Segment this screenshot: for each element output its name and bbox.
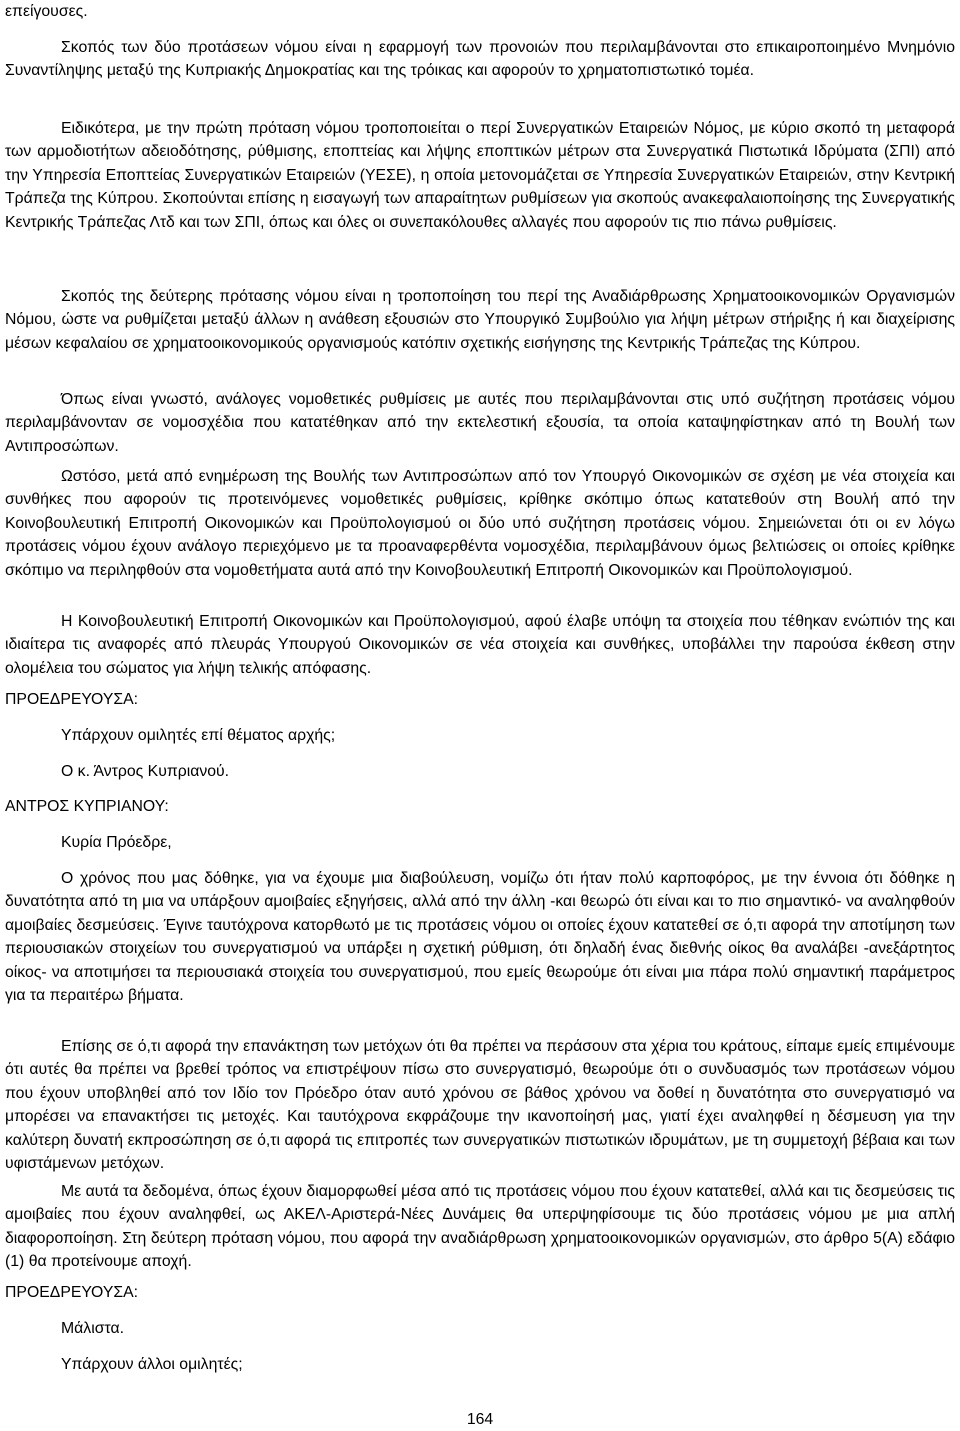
paragraph-text: Σκοπός των δύο προτάσεων νόμου είναι η εφαρμογή των προνοιών που περιλαμβάνονται στο επικαιροποιημένο Μνημόνιο Συναντίληψης μεταξύ της Κυπριακής Δημοκρατίας και της τρόικας και αφορούν το χρηματοπιστωτικό τομέα. (5, 39, 955, 80)
paragraph (5, 388, 955, 458)
paragraph (5, 36, 955, 83)
paragraph (5, 867, 955, 1007)
speech-line (5, 1353, 955, 1376)
paragraph-text: Ειδικότερα, με την πρώτη πρόταση νόμου τροποποιείται ο περί Συνεργατικών Εταιρειών Νόμος, με κύριο σκοπό τη μεταφορά των αρμοδιοτήτων αδειοδότησης, ρύθμισης, εποπτείας και λήψης εποπτικών μέτρων στα Συνεργατικά Πιστωτικά Ιδρύματα (ΣΠΙ) από την Υπηρεσία Εποπτείας Συνεργατικών Εταιρειών (ΥΕΣΕ), η οποία μετονομάζεται σε Υπηρεσία Συνεργατικών Εταιρειών, στην Κεντρική Τράπεζα της Κύπρου. Σκοπούνται επίσης η εισαγωγή των απαραίτητων ρυθμίσεων για σκοπούς ανακεφαλαιοποίησης της Συνεργατικής Κεντρικής Τράπεζας Λτδ και των ΣΠΙ, όπως και όλες οι συνεπακόλουθες αλλαγές που αφορούν τις πιο πάνω ρυθμίσεις. (5, 120, 955, 231)
paragraph-continuation (5, 0, 955, 23)
paragraph-text: Με αυτά τα δεδομένα, όπως έχουν διαμορφωθεί μέσα από τις προτάσεις νόμου που έχουν κατατεθεί, αλλά και τις δεσμεύσεις τις αμοιβαίες που έχουν αναληφθεί, ως ΑΚΕΛ-Αριστερά-Νέες Δυνάμεις θα υπερψηφίσουμε τις δύο προτάσεις νόμου με μια απλή διαφοροποίηση. Στη δεύτερη πρόταση νόμου, που αφορά την αναδιάρθρωση χρηματοοικονομικών οργανισμών, στο άρθρο 5(Α) εδάφιο (1) θα προτείνουμε αποχή. (5, 1183, 955, 1271)
paragraph-text: Μάλιστα. (61, 1320, 124, 1337)
speech-line (5, 831, 955, 854)
paragraph-text: Όπως είναι γνωστό, ανάλογες νομοθετικές ρυθμίσεις με αυτές που περιλαμβάνονται στις υπό συζήτηση προτάσεις νόμου περιλαμβάνονταν σε νομοσχέδια που κατατέθηκαν από την εκτελεστική εξουσία, τα οποία καταψηφίστηκαν από τη Βουλή των Αντιπροσώπων. (5, 391, 955, 455)
speech-line (5, 1317, 955, 1340)
paragraph (5, 117, 955, 234)
speech-line (5, 724, 955, 747)
paragraph-text: Υπάρχουν άλλοι ομιλητές; (61, 1356, 243, 1373)
paragraph-text: Κυρία Πρόεδρε, (61, 834, 172, 851)
paragraph-text: Σκοπός της δεύτερης πρότασης νόμου είναι η τροποποίηση του περί της Αναδιάρθρωσης Χρηματοοικονομικών Οργανισμών Νόμου, ώστε να ρυθμίζεται μεταξύ άλλων η ανάθεση εξουσιών στο Υπουργικό Συμβούλιο για λήψη μέτρων στήριξης ή και διαχείρισης μέσων κεφαλαίου σε χρηματοοικονομικούς οργανισμούς κατόπιν σχετικής εισήγησης της Κεντρικής Τράπεζας της Κύπρου. (5, 288, 955, 352)
document-page (5, 0, 955, 1430)
page-number: 164 (466, 1411, 494, 1428)
paragraph-text: Υπάρχουν ομιλητές επί θέματος αρχής; (61, 727, 336, 744)
paragraph-text: Ωστόσο, μετά από ενημέρωση της Βουλής των Αντιπροσώπων από τον Υπουργό Οικονομικών σε σχέση με νέα στοιχεία και συνθήκες που αφορούν τις προτεινόμενες νομοθετικές ρυθμίσεις, κρίθηκε σκόπιμο όπως κατατεθούν στη Βουλή από την Κοινοβουλευτική Επιτροπή Οικονομικών και Προϋπολογισμού οι δύο υπό συζήτηση προτάσεις νόμου. Σημειώνεται ότι οι εν λόγω προτάσεις νόμου έχουν ανάλογο περιεχόμενο με τα προαναφερθέντα νομοσχέδια, περιλαμβάνουν όμως βελτιώσεις οι οποίες κρίθηκε σκόπιμο να περιληφθούν στα νομοθετήματα αυτά από την Κοινοβουλευτική Επιτροπή Οικονομικών και Προϋπολογισμού. (5, 468, 955, 579)
speaker-label (5, 795, 955, 818)
speaker-name: ΑΝΤΡΟΣ ΚΥΠΡΙΑΝΟΥ: (5, 798, 169, 815)
paragraph-text: επείγουσες. (5, 3, 88, 20)
paragraph-text: Η Κοινοβουλευτική Επιτροπή Οικονομικών και Προϋπολογισμού, αφού έλαβε υπόψη τα στοιχεία που τέθηκαν ενώπιόν της και ιδιαίτερα τις αναφορές από πλευράς Υπουργού Οικονομικών σε νέα στοιχεία και συνθήκες, υποβάλλει την παρούσα έκθεση στην ολομέλεια του σώματος για λήψη τελικής απόφασης. (5, 613, 955, 677)
speaker-name: ΠΡΟΕΔΡΕΥΟΥΣΑ: (5, 691, 139, 708)
paragraph (5, 610, 955, 680)
speaker-label (5, 688, 955, 711)
paragraph (5, 1035, 955, 1175)
paragraph (5, 1180, 955, 1274)
speaker-label (5, 1281, 955, 1304)
paragraph-text: Ο κ. Άντρος Κυπριανού. (61, 763, 230, 780)
speaker-name: ΠΡΟΕΔΡΕΥΟΥΣΑ: (5, 1284, 139, 1301)
paragraph (5, 285, 955, 355)
paragraph-text: Επίσης σε ό,τι αφορά την επανάκτηση των μετόχων ότι θα πρέπει να περάσουν στα χέρια του κράτους, είπαμε εμείς επιμένουμε ότι αυτές θα πρέπει να βρεθεί τρόπος να επιστρέψουν πίσω στο συνεργατισμό, θεωρούμε ότι ο συνδυασμός των προτάσεων νόμου που έχουν υποβληθεί από τον Ιδίο τον Πρόεδρο όταν αυτό χρόνου σε βάθος χρόνου να δοθεί η δυνατότητα στο συνεργατισμό να μπορέσει να επανακτήσει τις μετοχές. Και ταυτόχρονα εκφράζουμε την ικανοποίησή μας, γιατί έχει αναληφθεί η δέσμευση για την καλύτερη δυνατή εκπροσώπηση σε ό,τι αφορά τις επιτροπές των συνεργατικών πιστωτικών ιδρυμάτων, με τη συμμετοχή βέβαια και των υφιστάμενων μετόχων. (5, 1038, 955, 1173)
paragraph (5, 465, 955, 582)
paragraph-text: Ο χρόνος που μας δόθηκε, για να έχουμε μια διαβούλευση, νομίζω ότι ήταν πολύ καρποφόρος, με την έννοια ότι δόθηκε η δυνατότητα από τη μια να υπάρξουν αμοιβαίες εξηγήσεις, αλλά από την άλλη -και θεωρώ ότι είναι και το πιο σημαντικό- να αναληφθούν αμοιβαίες δεσμεύσεις. Έγινε ταυτόχρονα κατορθωτό με τις προτάσεις νόμου οι οποίες έχουν κατατεθεί σε ό,τι αφορά την αποτίμηση των περιουσιακών στοιχείων του συνεργατισμού να υπάρξει η σχετική ρύθμιση, ότι δηλαδή ένας διεθνής οίκος θα αναλάβει -ανεξάρτητος οίκος- να αποτιμήσει τα περιουσιακά στοιχεία του συνεργατισμού, που εμείς θεωρούμε ότι είναι μια πάρα πολύ σημαντική παράμετρος για τα περαιτέρω βήματα. (5, 870, 955, 1005)
speech-line (5, 760, 955, 783)
